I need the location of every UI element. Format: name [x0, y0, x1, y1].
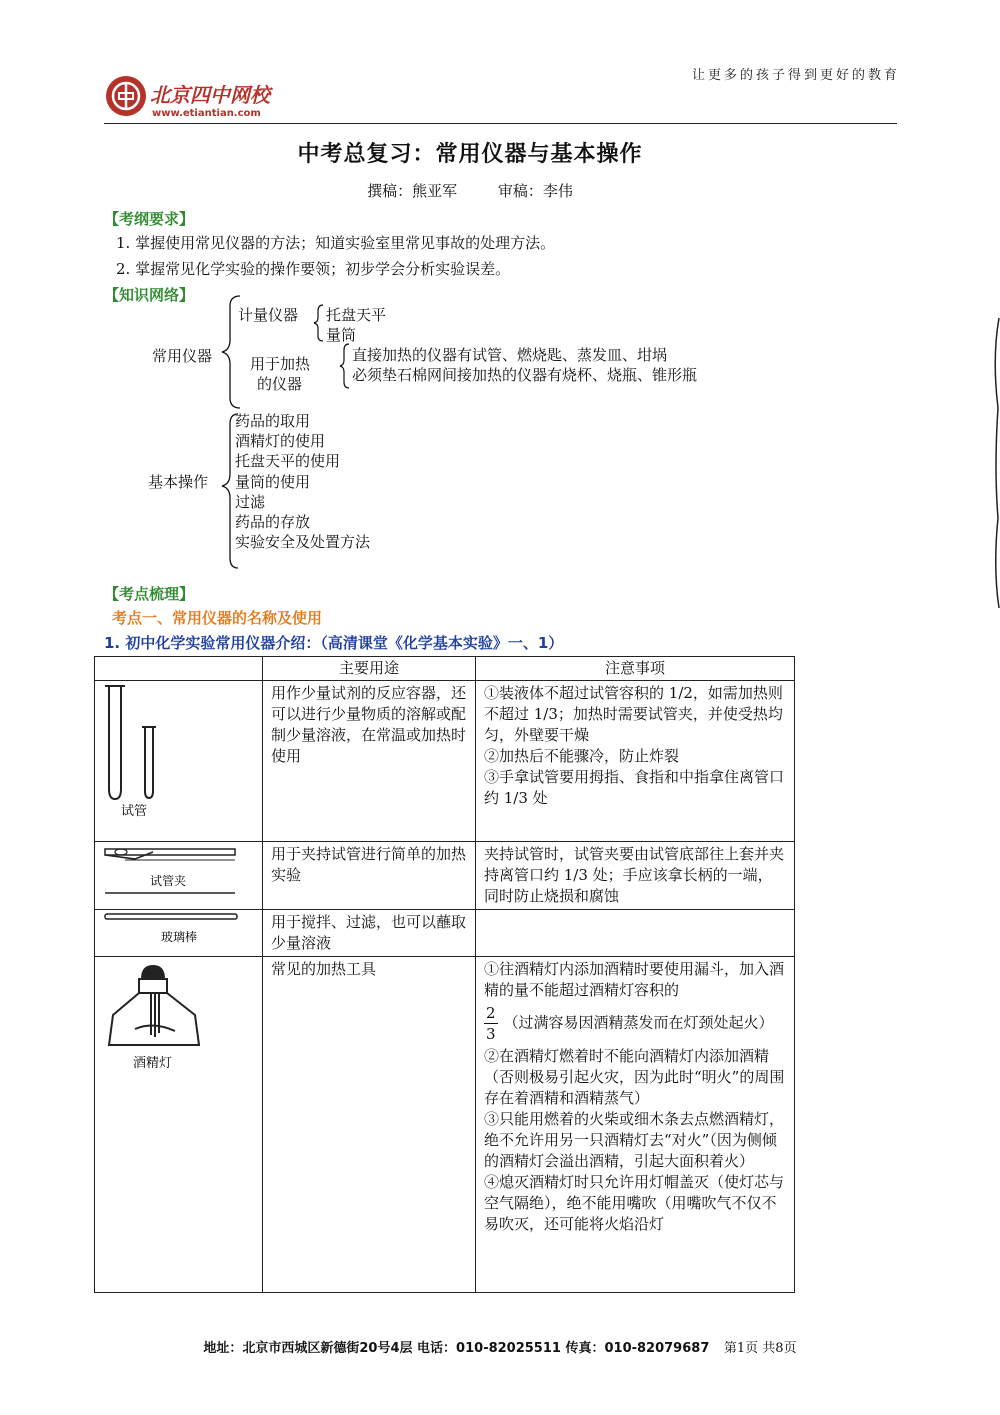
authors: [0, 180, 940, 201]
test-tube-image: [95, 681, 263, 842]
logo-url: www.etiantian.com: [152, 108, 261, 119]
page-number: 第1页 共8页: [723, 1341, 797, 1356]
note-item: ③手拿试管要用拇指、食指和中指拿住离管口约 1/3 处: [484, 768, 785, 807]
fraction-numerator: 2: [486, 1004, 496, 1022]
scan-edge-mark: [992, 318, 1000, 608]
table-header-row: [95, 657, 795, 681]
network-operations-label: 基本操作: [148, 473, 209, 491]
image-label: 酒精灯: [133, 1056, 173, 1071]
network-heat-label-2: 的仪器: [257, 375, 303, 393]
alcohol-lamp-image: [95, 957, 263, 1293]
kd1-title: 考点一、常用仪器的名称及使用: [112, 609, 323, 627]
table-header: 主要用途: [263, 657, 476, 681]
author-reviewer: 审稿：李伟: [497, 182, 573, 200]
operation-item: 实验安全及处置方法: [235, 533, 371, 552]
note-fraction-line: [484, 1001, 786, 1046]
table-row: [95, 842, 795, 910]
note-item: ②在酒精灯燃着时不能向酒精灯内添加酒精（否则极易引起火灾，因为此时“明火”的周围存在着酒精和酒精蒸气）: [484, 1047, 785, 1107]
points-heading: 【考点梳理】: [104, 585, 195, 603]
table-row: [95, 910, 795, 957]
notes-cell: [476, 910, 795, 957]
use-cell: 用作少量试剂的反应容器，还可以进行少量物质的溶解或配制少量溶液，在常温或加热时使用: [263, 681, 476, 842]
page-title: 中考总复习：常用仪器与基本操作: [297, 142, 643, 167]
slogan: 让更多的孩子得到更好的教育: [691, 68, 900, 83]
table-header: [95, 657, 263, 681]
logo-text: 北京四中网校: [150, 83, 270, 107]
operation-item: 药品的取用: [235, 412, 311, 430]
instrument-table: [94, 656, 795, 1293]
note-item: （过满容易因酒精蒸发而在灯颈处起火）: [503, 1013, 774, 1032]
footer-address: 地址：北京市西城区新德街20号4层 电话：010-82025511 传真：010-82079687: [203, 1341, 710, 1356]
syllabus-item-1: 1. 掌握使用常见仪器的方法；知道实验室里常见事故的处理方法。: [116, 234, 556, 252]
operation-item: 酒精灯的使用: [235, 432, 326, 451]
network-instruments-label: 常用仪器: [152, 347, 213, 365]
network-heading: 【知识网络】: [104, 286, 195, 304]
note-item: ①装液体不超过试管容积的 1/2，如需加热则不超过 1/3；加热时需要试管夹，并使受热均匀，外壁要干燥: [484, 684, 783, 744]
network-measure-label: 计量仪器: [238, 306, 299, 324]
notes-cell: [476, 681, 795, 842]
operation-item: 托盘天平的使用: [235, 452, 341, 471]
note-item: ①往酒精灯内添加酒精时要使用漏斗，加入酒精的量不能超过酒精灯容积的: [484, 960, 785, 999]
network-heat-item-2: 必须垫石棉网间接加热的仪器有烧杯、烧瓶、锥形瓶: [352, 366, 698, 384]
network-measure-item-2: 量筒: [326, 326, 357, 344]
network-heat-label-1: 用于加热: [250, 355, 311, 373]
note-item: ②加热后不能骤冷，防止炸裂: [484, 747, 680, 765]
operation-item: 量筒的使用: [235, 472, 311, 491]
network-measure-item-1: 托盘天平: [326, 306, 387, 324]
notes-cell: [476, 957, 795, 1293]
fraction: [484, 1003, 498, 1044]
note-item: ③只能用燃着的火柴或细木条去点燃酒精灯，绝不允许用另一只酒精灯去“对火”（因为侧倾的酒精灯会溢出酒精，引起大面积着火）: [484, 1110, 785, 1170]
header-divider: [104, 123, 897, 124]
glass-rod-image: [95, 910, 263, 957]
school-logo: [104, 74, 304, 124]
tube-clamp-image: [95, 842, 263, 910]
network-heat-item-1: 直接加热的仪器有试管、燃烧匙、蒸发皿、坩埚: [352, 346, 668, 364]
table-row: [95, 681, 795, 842]
note-item: ④熄灭酒精灯时只允许用灯帽盖灭（使灯芯与空气隔绝），绝不能用嘴吹（用嘴吹气不仅不易吹灭，还可能将火焰沿灯: [484, 1173, 785, 1233]
use-cell: 用于搅拌、过滤，也可以蘸取少量溶液: [263, 910, 476, 957]
operation-item: 过滤: [235, 492, 266, 511]
table-row: [95, 957, 795, 1293]
use-cell: 常见的加热工具: [263, 957, 476, 1293]
footer: [0, 1337, 1000, 1356]
use-cell: 用于夹持试管进行简单的加热实验: [263, 842, 476, 910]
syllabus-item-2: 2. 掌握常见化学实验的操作要领；初步学会分析实验误差。: [116, 260, 511, 278]
network-operations-list: [235, 411, 370, 552]
sub1-title: 1. 初中化学实验常用仪器介绍：（高清课堂《化学基本实验》一、1）: [104, 634, 564, 652]
image-label: 试管: [121, 804, 148, 819]
image-label: 玻璃棒: [161, 930, 198, 944]
operation-item: 药品的存放: [235, 513, 311, 532]
notes-cell: 夹持试管时，试管夹要由试管底部往上套并夹持离管口约 1/3 处；手应该拿长柄的一端，同时防止烧损和腐蚀: [476, 842, 795, 910]
author-writer: 撰稿：熊亚军: [367, 182, 458, 200]
syllabus-heading: 【考纲要求】: [104, 210, 195, 228]
table-header: 注意事项: [476, 657, 795, 681]
image-label: 试管夹: [150, 874, 187, 888]
fraction-denominator: 3: [486, 1025, 496, 1043]
